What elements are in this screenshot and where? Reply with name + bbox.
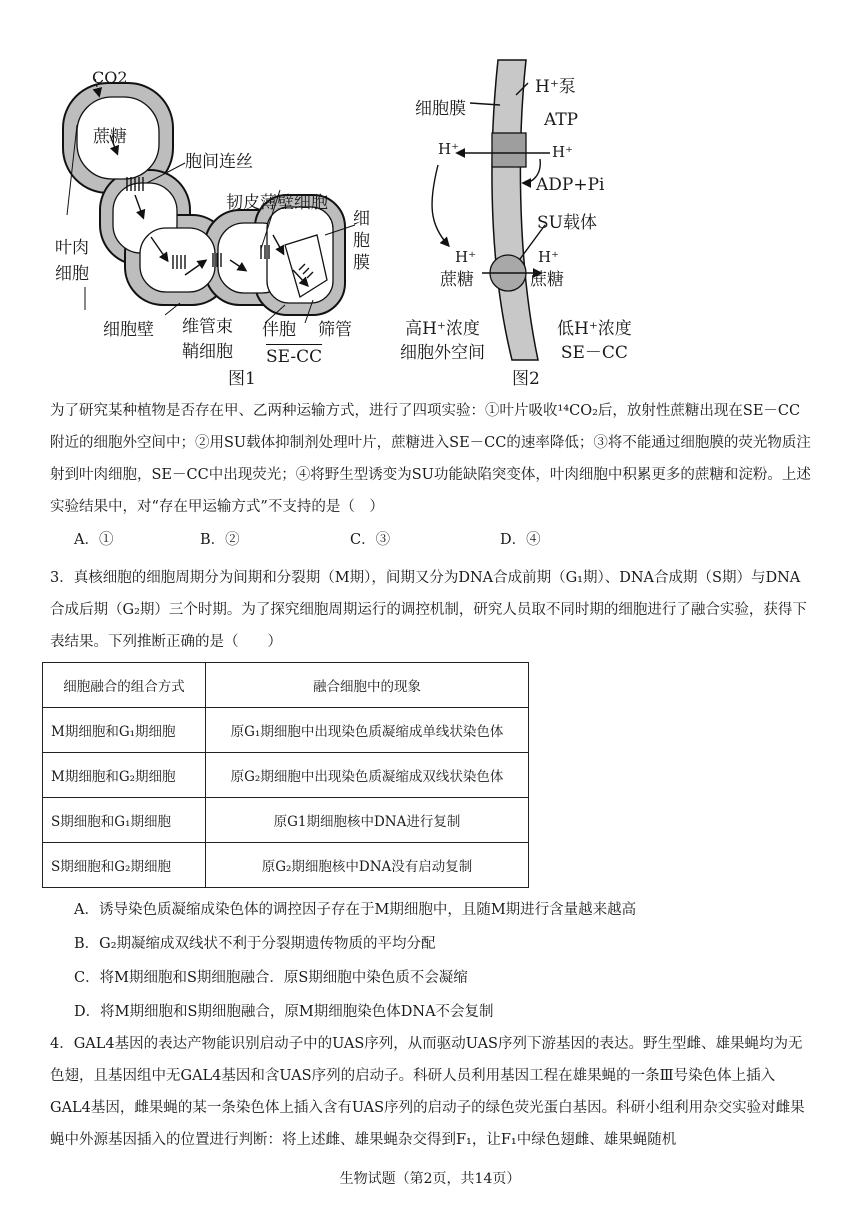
se-cc-label-fig1: SE-CC bbox=[266, 344, 322, 367]
adp-pi-label: ADP+Pi bbox=[536, 175, 605, 195]
companion-cell-label: 伴胞 bbox=[262, 320, 296, 340]
q2-option-a[interactable]: A．① bbox=[74, 532, 114, 548]
table-row bbox=[43, 843, 529, 888]
sieve-tube-label: 筛管 bbox=[318, 320, 352, 340]
mesophyll-cell-label: 叶肉 细胞 bbox=[55, 238, 89, 284]
atp-label: ATP bbox=[544, 110, 579, 130]
q3-stem: 3．真核细胞的细胞周期分为间期和分裂期（M期），间期又分为DNA合成前期（G₁期）、DNA合成期（S期）与DNA合成后期（G₂期）三个时期。为了探究细胞周期运行的调控机制，研究人员取不同时期的细胞进行了融合实验，获得下表结果。下列推断正确的是（ ） bbox=[50, 570, 807, 650]
q3-option-a[interactable]: A．诱导染色质凝缩成染色体的调控因子存在于M期细胞中，且随M期进行含量越来越高 bbox=[74, 902, 637, 918]
table-cell: M期细胞和G₁期细胞 bbox=[43, 708, 206, 753]
page-footer: 生物试题（第2页，共14页） bbox=[339, 1171, 521, 1187]
table-header-cell: 细胞融合的组合方式 bbox=[43, 663, 206, 708]
q2-option-d[interactable]: D．④ bbox=[500, 532, 541, 548]
q3-option-b[interactable]: B．G₂期凝缩成双线状不利于分裂期遗传物质的平均分配 bbox=[74, 936, 436, 952]
cell-wall-label: 细胞壁 bbox=[103, 320, 154, 340]
h-bottom-right-label: H⁺ bbox=[538, 248, 559, 266]
table-row bbox=[43, 753, 529, 798]
low-h-concentration-label: 低H⁺浓度 SE－CC bbox=[557, 319, 632, 363]
q3-option-c[interactable]: C．将M期细胞和S期细胞融合．原S期细胞中染色质不会凝缩 bbox=[74, 970, 468, 986]
h-left-label: H⁺ bbox=[438, 140, 459, 158]
figure-1-caption: 图1 bbox=[228, 369, 256, 389]
table-cell: 原G₁期细胞中出现染色质凝缩成单线状染色体 bbox=[206, 708, 529, 753]
table-row bbox=[43, 798, 529, 843]
table-cell: S期细胞和G₁期细胞 bbox=[43, 798, 206, 843]
table-cell: 原G1期细胞核中DNA进行复制 bbox=[206, 798, 529, 843]
q3-option-d[interactable]: D．将M期细胞和S期细胞融合，原M期细胞染色体DNA不会复制 bbox=[74, 1004, 494, 1020]
table-cell: S期细胞和G₂期细胞 bbox=[43, 843, 206, 888]
table-header-cell: 融合细胞中的现象 bbox=[206, 663, 529, 708]
h-pump-box bbox=[492, 133, 526, 167]
q2-stem: 为了研究某种植物是否存在甲、乙两种运输方式，进行了四项实验：①叶片吸收¹⁴CO₂后，放射性蔗糖出现在SE－CC附近的细胞外空间中；②用SU载体抑制剂处理叶片，蔗糖进入SE－CC的速率降低；③将不能通过细胞膜的荧光物质注射到叶肉细胞，SE－CC中出现荧光；④将野生型诱变为SU功能缺陷突变体，叶肉细胞中积累更多的蔗糖和淀粉。上述实验结果中，对“存在甲运输方式”不支持的是（ ） bbox=[50, 403, 811, 515]
plasmodesmata-label: 胞间连丝 bbox=[185, 152, 253, 172]
table-header-row bbox=[43, 663, 529, 708]
table-cell: 原G₂期细胞核中DNA没有启动复制 bbox=[206, 843, 529, 888]
sucrose-label: 蔗糖 bbox=[93, 127, 127, 147]
table-cell: 原G₂期细胞中出现染色质凝缩成双线状染色体 bbox=[206, 753, 529, 798]
h-right-label: H⁺ bbox=[552, 143, 573, 161]
cell-membrane-label: 细胞膜 bbox=[415, 99, 466, 119]
sucrose-right-label: 蔗糖 bbox=[530, 270, 564, 290]
q3-table bbox=[42, 662, 529, 888]
su-carrier-label: SU载体 bbox=[537, 213, 597, 233]
q2-option-c[interactable]: C．③ bbox=[350, 532, 391, 548]
phloem-parenchyma-label: 韧皮薄壁细胞 bbox=[226, 193, 328, 213]
table-row bbox=[43, 708, 529, 753]
table-cell: M期细胞和G₂期细胞 bbox=[43, 753, 206, 798]
q4-stem: 4．GAL4基因的表达产物能识别启动子中的UAS序列，从而驱动UAS序列下游基因的表达。野生型雌、雄果蝇均为无色翅，且基因组中无GAL4基因和含UAS序列的启动子。科研人员利用基因工程在雄果蝇的一条Ⅲ号染色体上插入GAL4基因，雌果蝇的某一条染色体上插入含有UAS序列的启动子的绿色荧光蛋白基因。科研小组利用杂交实验对雌果蝇中外源基因插入的位置进行判断：将上述雌、雄果蝇杂交得到F₁，让F₁中绿色翅雌、雄果蝇随机 bbox=[50, 1036, 805, 1148]
sucrose-left-label: 蔗糖 bbox=[440, 270, 474, 290]
q2-option-b[interactable]: B．② bbox=[200, 532, 240, 548]
high-h-concentration-label: 高H⁺浓度 细胞外空间 bbox=[400, 319, 485, 363]
co2-label: CO2 bbox=[92, 68, 128, 87]
h-bottom-left-label: H⁺ bbox=[455, 248, 476, 266]
figure-2-caption: 图2 bbox=[512, 369, 540, 389]
cell-membrane-vertical-label: 细 胞 膜 bbox=[353, 209, 370, 273]
bundle-sheath-label: 维管束 鞘细胞 bbox=[182, 317, 233, 362]
h-pump-label: H⁺泵 bbox=[535, 77, 576, 97]
